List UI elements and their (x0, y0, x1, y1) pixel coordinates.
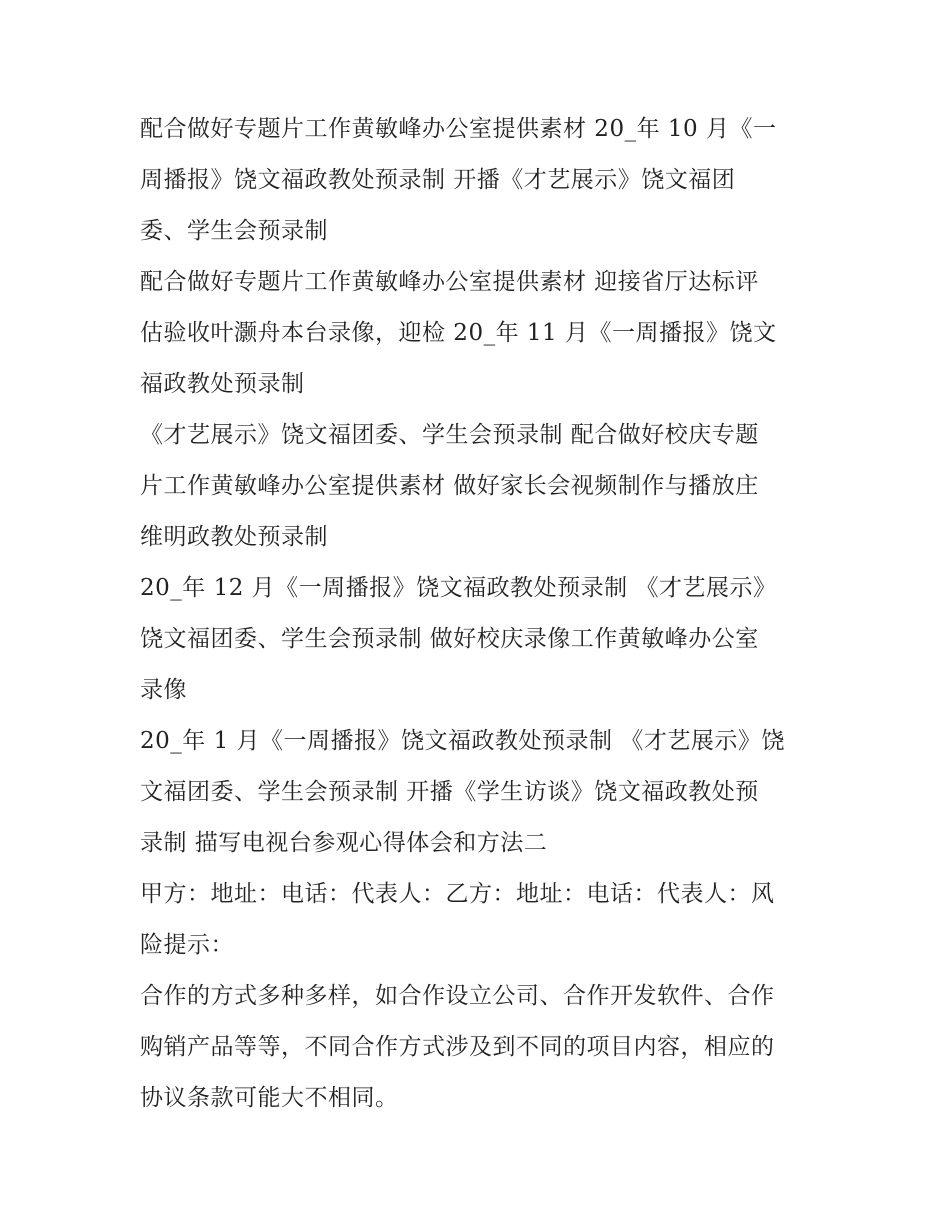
paragraph-talent-show (140, 410, 820, 563)
text-line: 20_年 12 月《一周播报》饶文福政教处预录制 《才艺展示》 (140, 575, 777, 601)
text-line: 购销产品等等，不同合作方式涉及到不同的项目内容，相应的 (140, 1034, 775, 1060)
text-line: 协议条款可能大不相同。 (140, 1085, 399, 1111)
text-line: 《才艺展示》饶文福团委、学生会预录制 配合做好校庆专题 (140, 422, 759, 448)
text-line: 甲方：地址：电话：代表人：乙方：地址：电话：代表人：风 (140, 881, 775, 907)
text-line: 合作的方式多种多样，如合作设立公司、合作开发软件、合作 (140, 983, 775, 1009)
text-line: 福政教处预录制 (140, 371, 305, 397)
paragraph-november-schedule (140, 257, 820, 410)
paragraph-january-schedule (140, 716, 820, 869)
paragraph-contract-parties (140, 869, 820, 971)
paragraph-cooperation-note (140, 971, 820, 1124)
text-line: 饶文福团委、学生会预录制 做好校庆录像工作黄敏峰办公室 (140, 626, 759, 652)
text-line: 录像 (140, 677, 187, 703)
text-line: 配合做好专题片工作黄敏峰办公室提供素材 迎接省厅达标评 (140, 269, 759, 295)
text-line: 20_年 1 月《一周播报》饶文福政教处预录制 《才艺展示》饶 (140, 728, 785, 754)
document-body (140, 104, 820, 1124)
paragraph-october-schedule (140, 104, 820, 257)
text-line: 估验收叶灏舟本台录像，迎检 20_年 11 月《一周播报》饶文 (140, 320, 777, 346)
text-line: 周播报》饶文福政教处预录制 开播《才艺展示》饶文福团 (140, 167, 736, 193)
text-line: 文福团委、学生会预录制 开播《学生访谈》饶文福政教处预 (140, 779, 759, 805)
paragraph-december-schedule (140, 563, 820, 716)
text-line: 片工作黄敏峰办公室提供素材 做好家长会视频制作与播放庄 (140, 473, 759, 499)
text-line: 配合做好专题片工作黄敏峰办公室提供素材 20_年 10 月《一 (140, 116, 777, 142)
text-line: 录制 描写电视台参观心得体会和方法二 (140, 830, 548, 856)
text-line: 险提示： (140, 932, 234, 958)
text-line: 维明政教处预录制 (140, 524, 328, 550)
text-line: 委、学生会预录制 (140, 218, 328, 244)
